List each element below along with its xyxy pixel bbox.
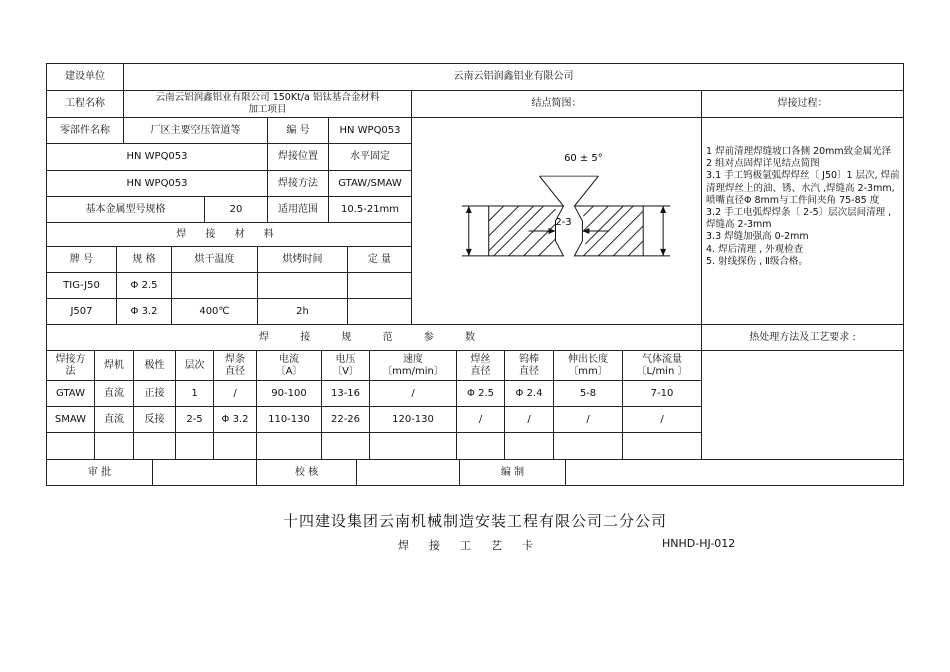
spec-header-voltage: 电压 〔V〕: [322, 351, 370, 381]
spec-cell: [134, 433, 176, 460]
check-label: 校 核: [257, 460, 357, 485]
materials-header-grade: 牌 号: [47, 247, 117, 273]
spec-cell: 7-10: [623, 381, 702, 407]
heat-treatment-body: [702, 351, 903, 460]
base-metal-value: 20: [205, 197, 268, 223]
angle-label: 60 ± 5°: [564, 153, 603, 165]
angle-line-right: [574, 176, 598, 206]
unit-label: 建设单位: [47, 64, 124, 91]
part-label: 零部件名称: [47, 118, 124, 144]
spec-header-electrode-dia: 焊条 直径: [214, 351, 257, 381]
spec-cell: /: [214, 381, 257, 407]
spec-header-current: 电流 〔A〕: [257, 351, 322, 381]
spec-cell: 直流: [95, 407, 134, 433]
materials-cell: [348, 299, 412, 325]
spec-header-layer: 层次: [176, 351, 214, 381]
spec-cell: [322, 433, 370, 460]
check-value[interactable]: [357, 460, 460, 485]
materials-cell: TIG-J50: [47, 273, 117, 299]
spec-cell: 22-26: [322, 407, 370, 433]
company-name: 十四建设集团云南机械制造安装工程有限公司二分公司: [282, 512, 667, 530]
materials-header-dry-temp: 烘干温度: [172, 247, 258, 273]
spec-cell: 5-8: [554, 381, 623, 407]
spec-cell: Φ 2.4: [505, 381, 554, 407]
materials-header-quantity: 定 量: [348, 247, 412, 273]
spec-cell: 1: [176, 381, 214, 407]
position-value: 水平固定: [329, 144, 412, 171]
project-label: 工程名称: [47, 91, 124, 118]
part-row2-left: HN WPQ053: [47, 144, 268, 171]
materials-cell: 400℃: [172, 299, 258, 325]
spec-header-wire-dia: 焊丝 直径: [457, 351, 505, 381]
materials-title: 焊 接 材 料: [47, 223, 412, 247]
spec-cell: Φ 2.5: [457, 381, 505, 407]
spec-cell: 90-100: [257, 381, 322, 407]
process-step: 1 焊前清理焊缝坡口各侧 20mm致金属光泽: [706, 146, 892, 157]
materials-cell: [172, 273, 258, 299]
spec-cell: 反接: [134, 407, 176, 433]
spec-header-gas-flow: 气体流量 〔L/min 〕: [623, 351, 702, 381]
materials-cell: Φ 2.5: [117, 273, 172, 299]
spec-header-machine: 焊机: [95, 351, 134, 381]
materials-header-bake-time: 烘烤时间: [258, 247, 348, 273]
review-value[interactable]: [153, 460, 257, 485]
materials-cell: [348, 273, 412, 299]
card-title: 焊接工艺卡: [398, 539, 553, 552]
method-label: 焊接方法: [268, 171, 329, 197]
heat-treatment-label: 热处理方法及工艺要求 :: [702, 325, 903, 351]
spec-header-polarity: 极性: [134, 351, 176, 381]
spec-header-method: 焊接方 法: [47, 351, 95, 381]
part-value: 厂区主要空压管道等: [124, 118, 268, 144]
process-step: 3.2 手工电弧焊焊条〔 2-5〕层次层间清理 , 焊缝高 2-3mm: [706, 207, 892, 231]
spec-cell: [370, 433, 457, 460]
spec-header-tungsten-dia: 钨棒 直径: [505, 351, 554, 381]
spec-cell: [176, 433, 214, 460]
spec-cell: [505, 433, 554, 460]
spec-cell: Φ 3.2: [214, 407, 257, 433]
code-value: HN WPQ053: [329, 118, 412, 144]
spec-cell: [457, 433, 505, 460]
spec-cell: 110-130: [257, 407, 322, 433]
groove-diagram: [414, 121, 699, 321]
spec-header-speed: 速度 〔mm/min〕: [370, 351, 457, 381]
spec-cell: [623, 433, 702, 460]
process-step: 3.3 焊缝加强高 0-2mm: [706, 231, 809, 243]
welding-procedure-table: [46, 63, 904, 486]
range-label: 适用范围: [268, 197, 329, 223]
spec-cell: 正接: [134, 381, 176, 407]
spec-header-stickout: 伸出长度 〔mm〕: [554, 351, 623, 381]
range-value: 10.5-21mm: [329, 197, 412, 223]
spec-cell: [95, 433, 134, 460]
unit-value: 云南云铝润鑫铝业有限公司: [124, 64, 903, 91]
compile-value[interactable]: [565, 460, 685, 485]
spec-cell: [554, 433, 623, 460]
spec-cell: /: [505, 407, 554, 433]
spec-cell: 13-16: [322, 381, 370, 407]
spec-cell: /: [623, 407, 702, 433]
joint-sketch: [412, 118, 702, 325]
base-metal-label: 基本金属型号规格: [47, 197, 205, 223]
process-label: 焊接过程：: [702, 91, 903, 118]
spec-cell: 直流: [95, 381, 134, 407]
process-step: 4. 焊后清理 , 外观检查: [706, 243, 804, 255]
spec-cell: 120-130: [370, 407, 457, 433]
joint-sketch-label: 结点简图：: [412, 91, 702, 118]
spec-title: 焊 接 规 范 参 数: [47, 325, 702, 351]
review-label: 审 批: [47, 460, 153, 485]
project-value: 云南云铝润鑫铝业有限公司 150Kt/a 铝钛基合金材料 加工项目: [124, 91, 412, 118]
materials-header-spec: 规 格: [117, 247, 172, 273]
spec-cell: 2-5: [176, 407, 214, 433]
process-steps: [706, 146, 902, 268]
materials-cell: J507: [47, 299, 117, 325]
spec-cell: [47, 433, 95, 460]
process-step: 3.1 手工钨极氩弧焊焊丝〔 J50〕1 层次, 焊前清理焊丝上的油、锈、水汽 ,焊缝高 2-3mm,喷嘴直径Φ 8mm与工件间夹角 75-85 度: [706, 170, 900, 206]
spec-cell: SMAW: [47, 407, 95, 433]
materials-cell: 2h: [258, 299, 348, 325]
spec-cell: GTAW: [47, 381, 95, 407]
spec-cell: /: [554, 407, 623, 433]
angle-line-left: [540, 176, 564, 206]
materials-cell: Φ 3.2: [117, 299, 172, 325]
spec-cell: /: [457, 407, 505, 433]
spec-cell: [214, 433, 257, 460]
code-label: 编 号: [268, 118, 329, 144]
method-value: GTAW/SMAW: [329, 171, 412, 197]
spec-cell: /: [370, 381, 457, 407]
process-step: 5. 射线探伤 , Ⅱ级合格。: [706, 255, 808, 267]
spec-cell: [257, 433, 322, 460]
position-label: 焊接位置: [268, 144, 329, 171]
process-step: 2 组对点固焊详见结点简图: [706, 158, 820, 170]
part-row3-left: HN WPQ053: [47, 171, 268, 197]
gap-label: 2-3: [555, 216, 572, 228]
materials-cell: [258, 273, 348, 299]
document-code: HNHD-HJ-012: [662, 537, 736, 550]
compile-label: 编 制: [460, 460, 566, 485]
